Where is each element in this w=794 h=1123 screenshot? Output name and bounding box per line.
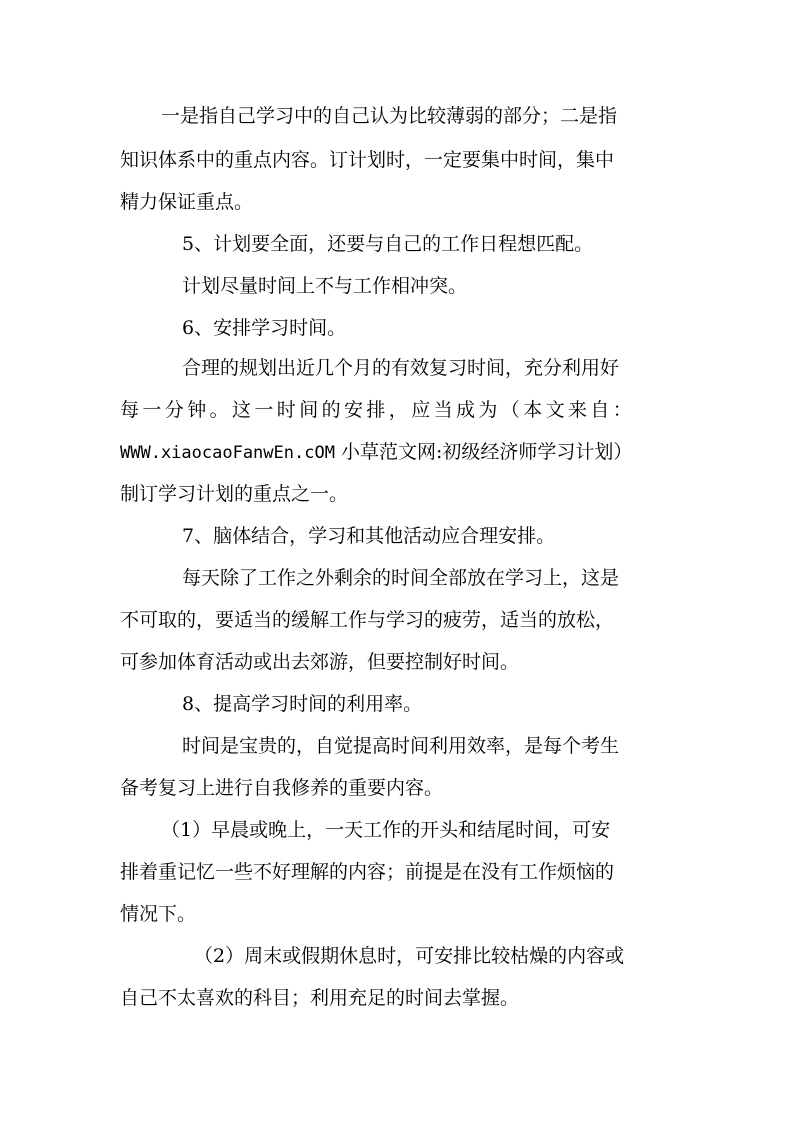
text-line: 情况下。: [120, 903, 197, 925]
text-line: 计划尽量时间上不与工作相冲突。: [182, 275, 468, 297]
source-url: WWW.xiaocaoFanwEn.cOM: [120, 443, 335, 463]
text-line: 每一分钟。这一时间的安排，应当成为（本文来自：: [120, 399, 636, 421]
list-item-2: （2）周末或假期休息时，可安排比较枯燥的内容或: [194, 945, 625, 967]
text-line: 自己不太喜欢的科目；利用充足的时间去掌握。: [120, 987, 520, 1009]
text-line: 备考复习上进行自我修养的重要内容。: [120, 777, 444, 799]
section-heading-6: 6、安排学习时间。: [182, 317, 347, 339]
text-line: 合理的规划出近几个月的有效复习时间，充分利用好: [182, 357, 620, 379]
section-heading-8: 8、提高学习时间的利用率。: [182, 693, 423, 715]
text-line: 精力保证重点。: [120, 191, 254, 213]
text-line: 一是指自己学习中的自己认为比较薄弱的部分；二是指: [161, 105, 618, 127]
source-name: 小草范文网:初级经济师学习计划）: [340, 441, 633, 463]
source-line: [120, 440, 632, 465]
list-item-1: （1）早晨或晚上，一天工作的开头和结尾时间，可安: [161, 819, 611, 841]
text-line: 知识体系中的重点内容。订计划时，一定要集中时间，集中: [120, 149, 615, 171]
text-line: 排着重记忆一些不好理解的内容；前提是在没有工作烦恼的: [120, 861, 615, 883]
section-heading-7: 7、脑体结合，学习和其他活动应合理安排。: [182, 525, 556, 547]
text-line: 可参加体育活动或出去郊游，但要控制好时间。: [120, 651, 520, 673]
text-line: 制订学习计划的重点之一。: [120, 483, 349, 505]
text-line: 时间是宝贵的，自觉提高时间利用效率，是每个考生: [182, 735, 620, 757]
section-heading-5: 5、计划要全面，还要与自己的工作日程想匹配。: [182, 233, 594, 255]
text-line: 每天除了工作之外剩余的时间全部放在学习上，这是: [182, 567, 620, 589]
text-line: 不可取的，要适当的缓解工作与学习的疲劳，适当的放松，: [120, 609, 615, 631]
